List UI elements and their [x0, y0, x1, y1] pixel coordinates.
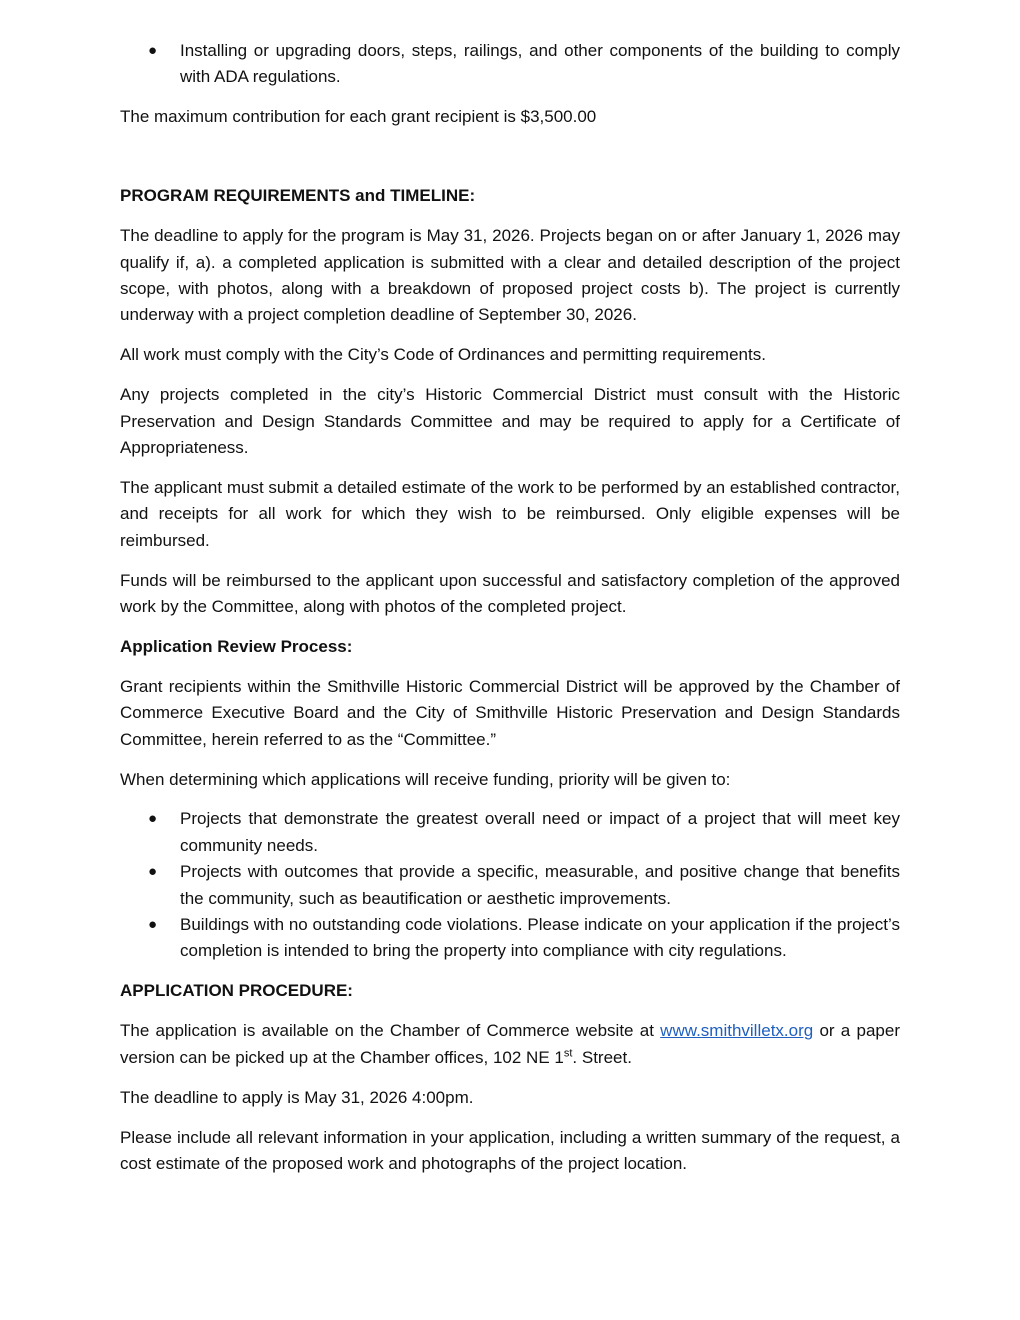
availability-paragraph [120, 1018, 900, 1071]
bullet-text: Projects with outcomes that provide a specific, measurable, and positive change that benefits the community, such as beautification or aesthetic improvements. [180, 862, 900, 908]
availability-text: or a paper version can be picked up at the Chamber offices, 102 NE 1 [120, 1021, 900, 1067]
paragraph: The applicant must submit a detailed estimate of the work to be performed by an established contractor, and receipts for all work for which they wish to be reimbursed. Only eligible expenses will be reimbursed. [120, 477, 900, 550]
bullet-icon: ● [148, 916, 158, 934]
include-info-text: Please include all relevant information in your application, including a written summary of the request, a cost estimate of the proposed work and photographs of the project location. [120, 1127, 900, 1173]
bullet-icon: ● [148, 810, 158, 828]
list-item [120, 38, 900, 91]
application-procedure-heading: APPLICATION PROCEDURE: [120, 981, 353, 1001]
paragraph: The deadline to apply for the program is May 31, 2026. Projects began on or after January 1, 2026 may qualify if, a). a completed application is submitted with a clear and detailed description of the project scope, with photos, along with a breakdown of proposed project costs b). The project is currently underway with a project completion deadline of September 30, 2026. [120, 226, 900, 325]
bullet-icon: ● [148, 42, 158, 59]
paragraph: Any projects completed in the city’s Historic Commercial District must consult with the Historic Preservation and Design Standards Committee and may be required to apply for a Certificate of Appropriateness. [120, 385, 900, 457]
deadline-text: The deadline to apply is May 31, 2026 4:00pm. [120, 1087, 474, 1107]
bullet-text: Buildings with no outstanding code violations. Please indicate on your application if the project’s completion is intended to bring the property into compliance with city regulations. [180, 915, 900, 961]
bullet-icon: ● [148, 863, 158, 881]
availability-text: The application is available on the Chamber of Commerce website at [120, 1021, 661, 1041]
list-item [120, 859, 900, 912]
bullet-text: Projects that demonstrate the greatest overall need or impact of a project that will meet key community needs. [180, 809, 900, 855]
review-process-heading: Application Review Process: [120, 636, 353, 656]
top-bullet-list [120, 38, 900, 91]
bullet-text: Installing or upgrading doors, steps, railings, and other components of the building to comply with ADA regulations. [180, 41, 900, 87]
ordinal-suffix: st [563, 1047, 573, 1060]
paragraph: Grant recipients within the Smithville Historic Commercial District will be approved by the Chamber of Commerce Executive Board and the City of Smithville Historic Preservation and Design Standards Committee, herein referred to as the “Committee.” [120, 676, 900, 749]
website-link[interactable]: www.smithvilletx.org [660, 1021, 814, 1041]
paragraph: Funds will be reimbursed to the applicant upon successful and satisfactory completion of the approved work by the Committee, along with photos of the completed project. [120, 570, 900, 616]
priority-bullet-list [120, 806, 900, 964]
paragraph: All work must comply with the City’s Code of Ordinances and permitting requirements. [120, 345, 766, 365]
spacer [120, 144, 900, 183]
program-requirements-heading: PROGRAM REQUIREMENTS and TIMELINE: [120, 186, 476, 206]
list-item [120, 806, 900, 859]
document-page [120, 38, 900, 1191]
paragraph: When determining which applications will receive funding, priority will be given to: [120, 769, 731, 789]
list-item [120, 912, 900, 965]
availability-text: . Street. [572, 1047, 632, 1067]
max-contribution-text: The maximum contribution for each grant recipient is $3,500.00 [120, 107, 597, 127]
